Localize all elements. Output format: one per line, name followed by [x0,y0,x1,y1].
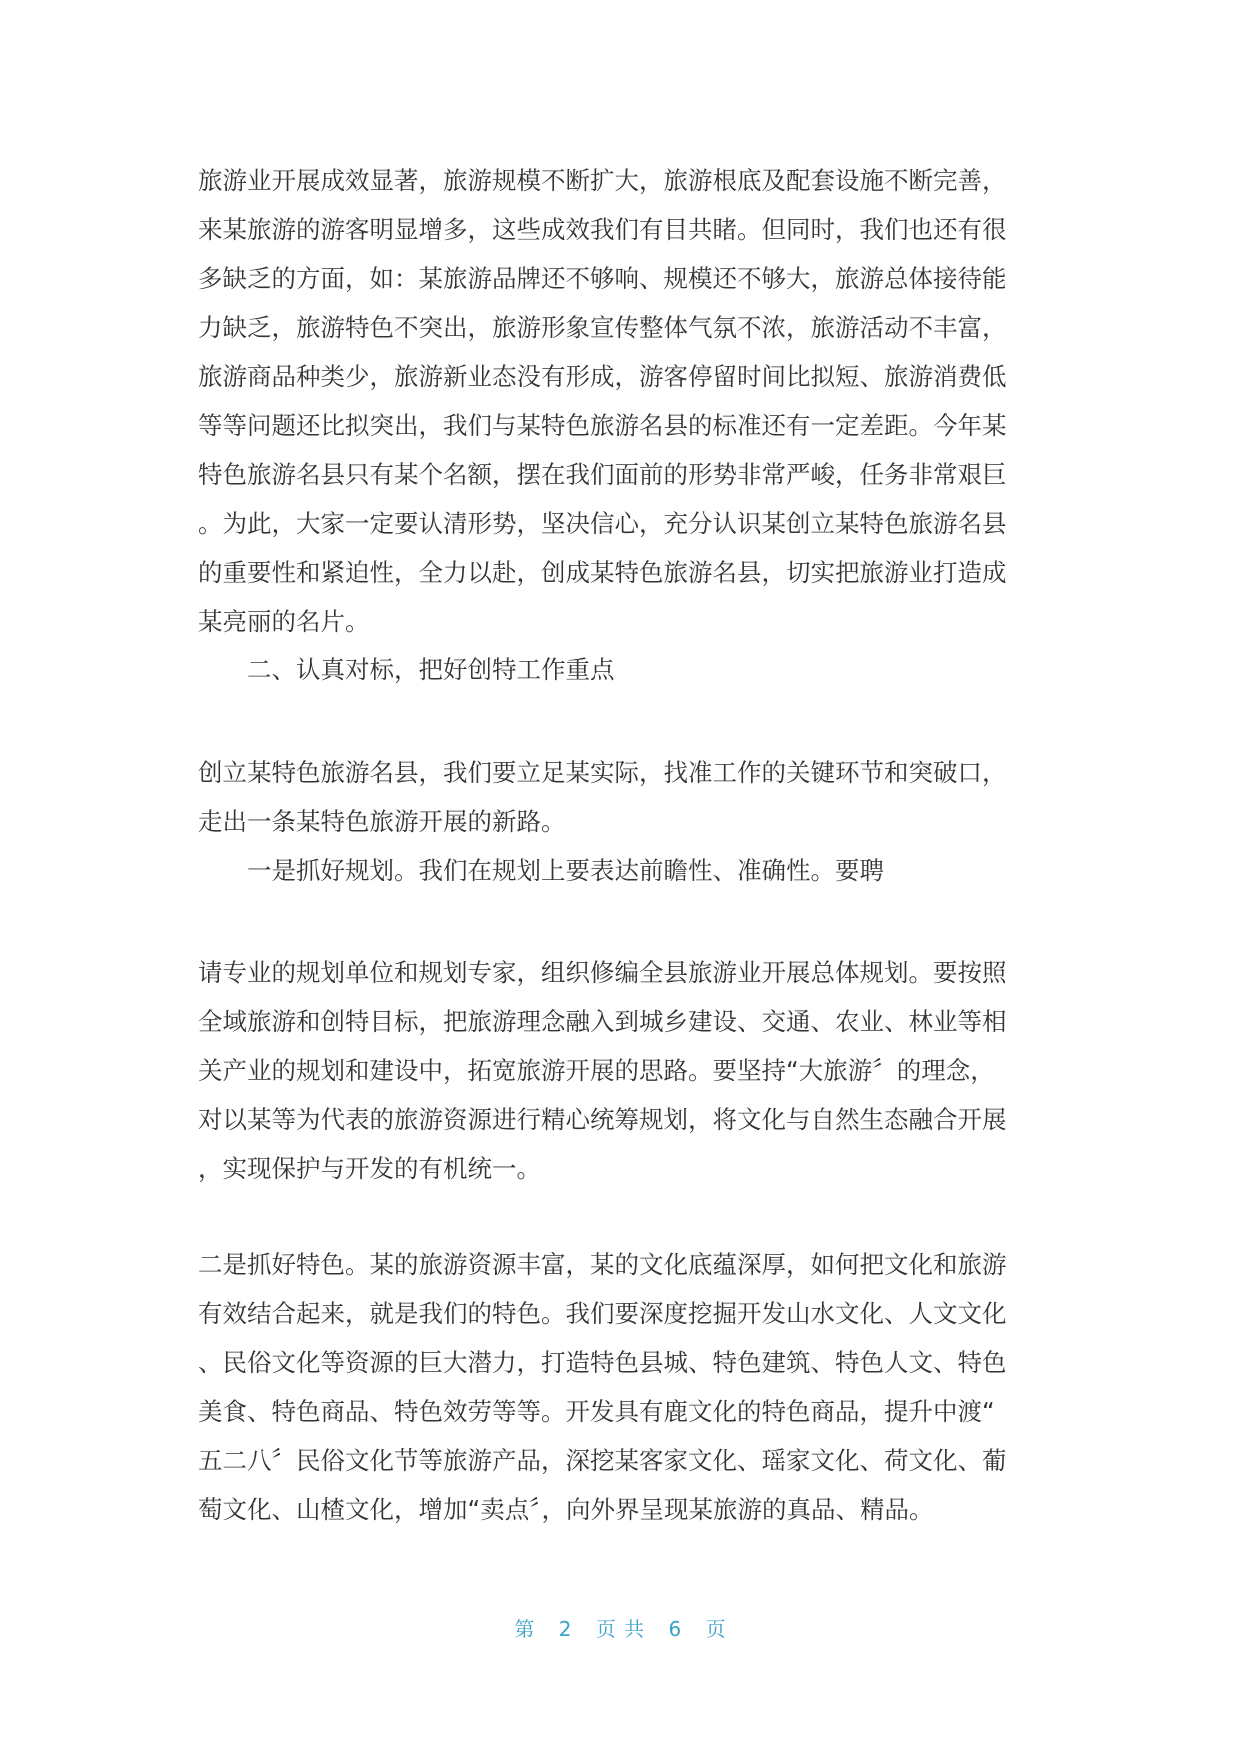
text-line: 等等问题还比拟突出，我们与某特色旅游名县的标准还有一定差距。今年某 [198,411,1007,440]
heading-text: 二、认真对标，把好创特工作重点 [247,655,615,684]
text-line: 对以某等为代表的旅游资源进行精心统筹规划，将文化与自然生态融合开展 [198,1105,1007,1134]
paragraph-features [198,1240,1032,1534]
text-line: 全域旅游和创特目标，把旅游理念融入到城乡建设、交通、农业、林业等相 [198,1007,1007,1036]
text-line: 萄文化、山楂文化，增加“卖点〞，向外界呈现某旅游的真品、精品。 [198,1495,934,1524]
text-line: 特色旅游名县只有某个名额，摆在我们面前的形势非常严峻，任务非常艰巨 [198,460,1007,489]
footer-suffix: 页 [705,1617,727,1641]
text-line: 美食、特色商品、特色效劳等等。开发具有鹿文化的特色商品，提升中渡“ [198,1397,995,1426]
text-line: 、民俗文化等资源的巨大潜力，打造特色县城、特色建筑、特色人文、特色 [198,1348,1007,1377]
text-line: 请专业的规划单位和规划专家，组织修编全县旅游业开展总体规划。要按照 [198,958,1007,987]
paragraph-new-path [198,748,1032,846]
text-line: 走出一条某特色旅游开展的新路。 [198,807,566,836]
current-page-number: 2 [558,1617,573,1641]
paragraph-planning-intro [198,846,1032,895]
section-heading [198,645,1032,694]
text-line: 二是抓好特色。某的旅游资源丰富，某的文化底蕴深厚，如何把文化和旅游 [198,1250,1007,1279]
text-line: 关产业的规划和建设中，拓宽旅游开展的思路。要坚持“大旅游〞的理念， [198,1056,995,1085]
text-line: 有效结合起来，就是我们的特色。我们要深度挖掘开发山水文化、人文文化 [198,1299,1007,1328]
footer-prefix: 第 [514,1617,536,1641]
paragraph-planning [198,948,1032,1193]
text-line: 旅游商品种类少，旅游新业态没有形成，游客停留时间比拟短、旅游消费低 [198,362,1007,391]
text-line: 旅游业开展成效显著，旅游规模不断扩大，旅游根底及配套设施不断完善， [198,166,1007,195]
text-line: ，实现保护与开发的有机统一。 [198,1154,541,1183]
page-footer [0,1613,1241,1642]
total-page-count: 6 [668,1617,683,1641]
text-line: 创立某特色旅游名县，我们要立足某实际，找准工作的关键环节和突破口， [198,758,1007,787]
text-line: 某亮丽的名片。 [198,607,370,636]
text-line: 五二八〞民俗文化节等旅游产品，深挖某客家文化、瑶家文化、荷文化、葡 [198,1446,1007,1475]
text-line: 。为此，大家一定要认清形势，坚决信心，充分认识某创立某特色旅游名县 [198,509,1007,538]
paragraph-tourism-achievements [198,156,1032,646]
text-line: 多缺乏的方面，如：某旅游品牌还不够响、规模还不够大，旅游总体接待能 [198,264,1007,293]
footer-middle: 页 共 [595,1617,646,1641]
text-line: 力缺乏，旅游特色不突出，旅游形象宣传整体气氛不浓，旅游活动不丰富， [198,313,1007,342]
text-line: 的重要性和紧迫性，全力以赴，创成某特色旅游名县，切实把旅游业打造成 [198,558,1007,587]
text-line: 一是抓好规划。我们在规划上要表达前瞻性、准确性。要聘 [247,856,884,885]
text-line: 来某旅游的游客明显增多，这些成效我们有目共睹。但同时，我们也还有很 [198,215,1007,244]
